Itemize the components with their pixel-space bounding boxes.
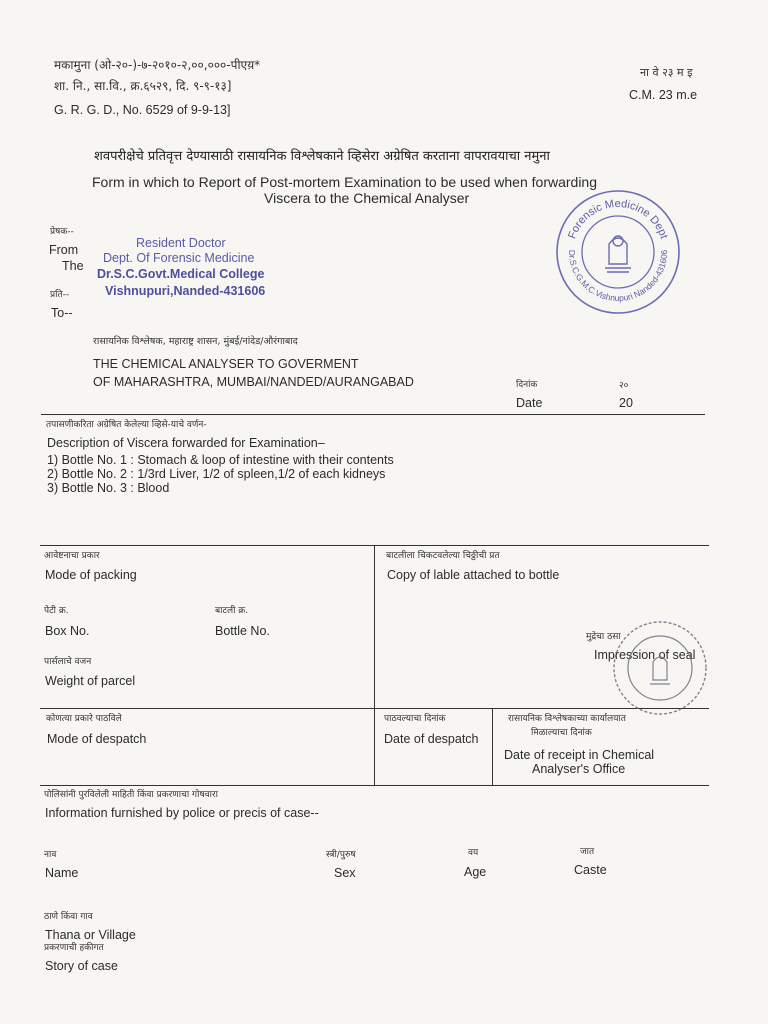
receipt-date-label-1: Date of receipt in Chemical [504,748,655,762]
analyser-address-marathi: रासायनिक विश्लेषक, महाराष्ट्र शासन, मुंबई/नांदेड/औरंगाबाद [93,336,298,347]
age-label: Age [464,865,487,879]
seal-bottom-text: Dr.S.C.G.M.C.Vishnupuri Nanded-431606 [566,249,670,304]
emblem-icon [650,657,670,684]
form-code-marathi: ना वे २३ म इ [640,66,693,79]
emblem-icon [605,236,631,272]
parcel-weight-label: Weight of parcel [45,674,136,688]
name-label: Name [45,866,79,880]
to-label: To-- [51,306,73,320]
viscera-item: 3) Bottle No. 3 : Blood [47,481,170,495]
label-copy-label: Copy of lable attached to bottle [387,568,560,582]
police-info-label: Information furnished by police or precis of case-- [45,806,319,820]
form-title-english-1: Form in which to Report of Post-mortem Examination to be used when forwarding [92,174,598,190]
packing-mode-label: Mode of packing [45,568,137,582]
thana-label: Thana or Village [45,928,136,942]
date-label: Date [516,396,543,410]
despatch-mode-label: Mode of despatch [47,732,147,746]
viscera-item: 1) Bottle No. 1 : Stomach & loop of intestine with their contents [47,453,394,467]
bottle-no-marathi: बाटली क्र. [215,606,249,616]
sender-stamp-line-1: Resident Doctor [136,236,226,250]
divider-line [41,414,705,415]
svg-text:Forensic Medicine Dept [566,198,670,240]
date-year: 20 [619,396,633,410]
despatch-date-marathi: पाठवल्याचा दिनांक [384,714,446,724]
gr-ref-marathi-2: शा. नि., सा.वि., क्र.६५२९, दि. ९-९-१३] [54,79,232,93]
receipt-date-label-2: Analyser's Office [532,762,626,776]
seal-impression-label: Impression of seal [594,648,696,662]
sender-stamp-line-3: Dr.S.C.Govt.Medical College [97,267,265,281]
date-year-marathi: २० [619,381,629,391]
from-label-marathi: प्रेषक-- [50,227,74,237]
seal-top-text: Forensic Medicine Dept [566,197,670,241]
viscera-label: Description of Viscera forwarded for Examination– [47,436,325,450]
forensic-department-seal [553,186,683,318]
despatch-mode-marathi: कोणत्या प्रकारे पाठविले [46,714,122,724]
table-divider [374,545,375,785]
bottle-no-label: Bottle No. [215,624,270,638]
sender-stamp-line-2: Dept. Of Forensic Medicine [103,251,255,265]
despatch-date-label: Date of despatch [384,732,479,746]
name-marathi: नाव [44,850,57,860]
age-marathi: वय [468,848,479,858]
form-code-english: C.M. 23 m.e [629,88,698,102]
to-label-marathi: प्रति-- [50,290,70,300]
table-divider [492,708,493,785]
story-label: Story of case [45,959,118,973]
gr-ref-marathi-1: मकामुना (ओ-२०-)-७-२०१०-२,००,०००-पीएय़* [54,58,261,72]
seal-impression-stamp [608,618,712,718]
label-copy-marathi: बाटलीला चिकटवलेल्या चिठ्ठीची प्रत [386,551,500,561]
sex-marathi: स्त्री/पुरुष [326,850,356,860]
analyser-address-1: THE CHEMICAL ANALYSER TO GOVERMENT [93,357,359,371]
box-no-label: Box No. [45,624,90,638]
from-label: From [49,243,79,257]
sender-stamp-line-4: Vishnupuri,Nanded-431606 [105,284,266,298]
analyser-address-2: OF MAHARASHTRA, MUMBAI/NANDED/AURANGABAD [93,375,414,389]
receipt-date-marathi-2: मिळाल्याचा दिनांक [531,728,592,738]
sex-label: Sex [334,866,356,880]
date-label-marathi: दिनांक [516,380,538,390]
from-the: The [62,259,84,273]
form-title-marathi: शवपरीक्षेचे प्रतिवृत्त देण्यासाठी रासायनिक विश्लेषकाने व्हिसेरा अग्रेषित करताना वापरावयाचा नमुना [94,149,550,164]
seal-impression-marathi: मुद्रेचा ठसा [586,632,621,642]
parcel-weight-marathi: पार्सलाचे वजन [44,657,92,667]
story-marathi: प्रकरणाची हकीगत [44,943,104,953]
police-info-marathi: पोलिसांनी पुरविलेली माहिती किंवा प्रकरणाचा गोषवारा [44,790,218,800]
table-border-bottom [40,785,709,786]
thana-marathi: ठाणे किंवा गाव [44,912,93,922]
receipt-date-marathi-1: रासायनिक विश्लेषकाच्या कार्यालयात [508,714,626,724]
form-title-english-2: Viscera to the Chemical Analyser [264,190,470,206]
viscera-item: 2) Bottle No. 2 : 1/3rd Liver, 1/2 of spleen,1/2 of each kidneys [47,467,386,481]
viscera-label-marathi: तपासणीकरिता अग्रेषित केलेल्या व्हिसे-याचे वर्णन- [46,420,207,430]
caste-marathi: जात [580,847,595,857]
gr-ref-english: G. R. G. D., No. 6529 of 9-9-13] [54,103,231,117]
box-no-marathi: पेटी क्र. [44,606,69,616]
packing-mode-marathi: आवेष्टनाचा प्रकार [44,551,100,561]
caste-label: Caste [574,863,607,877]
